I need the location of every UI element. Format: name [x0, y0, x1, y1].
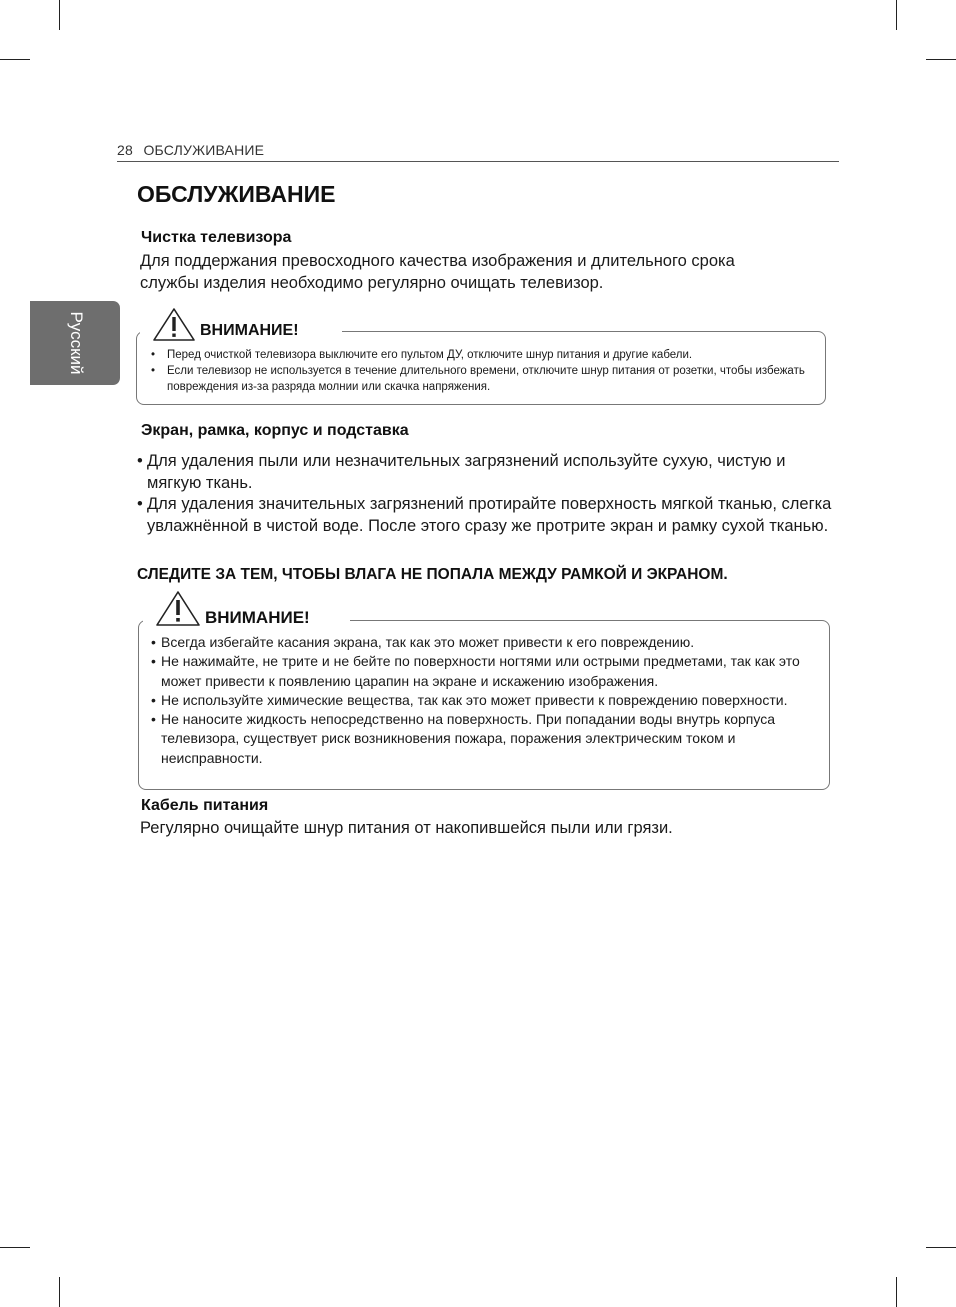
caution-item: • Перед очисткой телевизора выключите его пультом ДУ, отключите шнур питания и другие кабели.: [151, 349, 693, 361]
language-tab-label: Русский: [67, 311, 86, 375]
screen-item: • Для удаления пыли или незначительных загрязнений используйте сухую, чистую и мягкую ткань.: [137, 452, 786, 492]
page-title: ОБСЛУЖИВАНИЕ: [137, 181, 336, 207]
warning-triangle-icon: [155, 591, 201, 627]
screen-list: [137, 451, 837, 537]
caution-label: ВНИМАНИЕ!: [200, 322, 299, 339]
header-section: ОБСЛУЖИВАНИЕ: [143, 142, 265, 158]
crop-mark: [59, 0, 60, 30]
bullet: •: [151, 634, 156, 650]
moisture-warning: СЛЕДИТЕ ЗА ТЕМ, ЧТОБЫ ВЛАГА НЕ ПОПАЛА МЕЖДУ РАМКОЙ И ЭКРАНОМ.: [137, 566, 728, 583]
crop-mark: [896, 0, 897, 30]
language-tab: [30, 301, 120, 385]
caution-item: • Если телевизор не используется в течение длительного времени, отключите шнур питания от розетки, чтобы избежать повреждения из-за разряда молнии или скачка напряжения.: [151, 365, 805, 393]
caution-item: • Не наносите жидкость непосредственно на поверхность. При попадании воды внутрь корпуса телевизора, существует риск возникновения пожара, поражения электрическим током и неисправности.: [151, 711, 776, 766]
crop-mark: [926, 1247, 956, 1248]
caution-list: [137, 347, 817, 395]
cleaning-heading: Чистка телевизора: [141, 229, 292, 246]
cleaning-text-line: Для поддержания превосходного качества изображения и длительного срока: [140, 252, 735, 270]
warning-triangle-icon: [152, 308, 196, 342]
bullet: •: [151, 365, 156, 377]
crop-mark: [59, 1277, 60, 1307]
cleaning-text-line: службы изделия необходимо регулярно очищать телевизор.: [140, 273, 604, 292]
cable-text: Регулярно очищайте шнур питания от накопившейся пыли или грязи.: [140, 819, 673, 837]
crop-mark: [0, 1247, 30, 1248]
bullet: •: [151, 349, 156, 361]
caution-list: [151, 633, 823, 768]
cable-heading: Кабель питания: [141, 797, 269, 814]
caution-header: [143, 591, 350, 629]
page-number: 28: [117, 142, 133, 158]
bullet: •: [151, 691, 156, 708]
caution-header: [140, 308, 342, 344]
bullet: •: [137, 452, 143, 470]
bullet: •: [151, 711, 156, 728]
running-header: [117, 142, 839, 162]
caution-label: ВНИМАНИЕ!: [205, 608, 310, 627]
caution-item: • Не нажимайте, не трите и не бейте по поверхности ногтями или острыми предметами, так как это может привести к появлению царапин на экране и искажению изображения.: [151, 653, 800, 689]
caution-item: • Не используйте химические вещества, так как это может привести к повреждению поверхности.: [151, 691, 823, 710]
screen-heading: Экран, рамка, корпус и подставка: [141, 422, 409, 439]
bullet: •: [137, 495, 143, 513]
crop-mark: [926, 59, 956, 60]
crop-mark: [896, 1277, 897, 1307]
crop-mark: [0, 59, 30, 60]
bullet: •: [151, 653, 156, 670]
caution-item: • Всегда избегайте касания экрана, так как это может привести к его повреждению.: [151, 633, 823, 652]
screen-item: • Для удаления значительных загрязнений протирайте поверхность мягкой тканью, слегка увлажнённой в чистой воде. После этого сразу же протрите экран и рамку сухой тканью.: [137, 495, 832, 535]
cleaning-text: [140, 251, 735, 294]
